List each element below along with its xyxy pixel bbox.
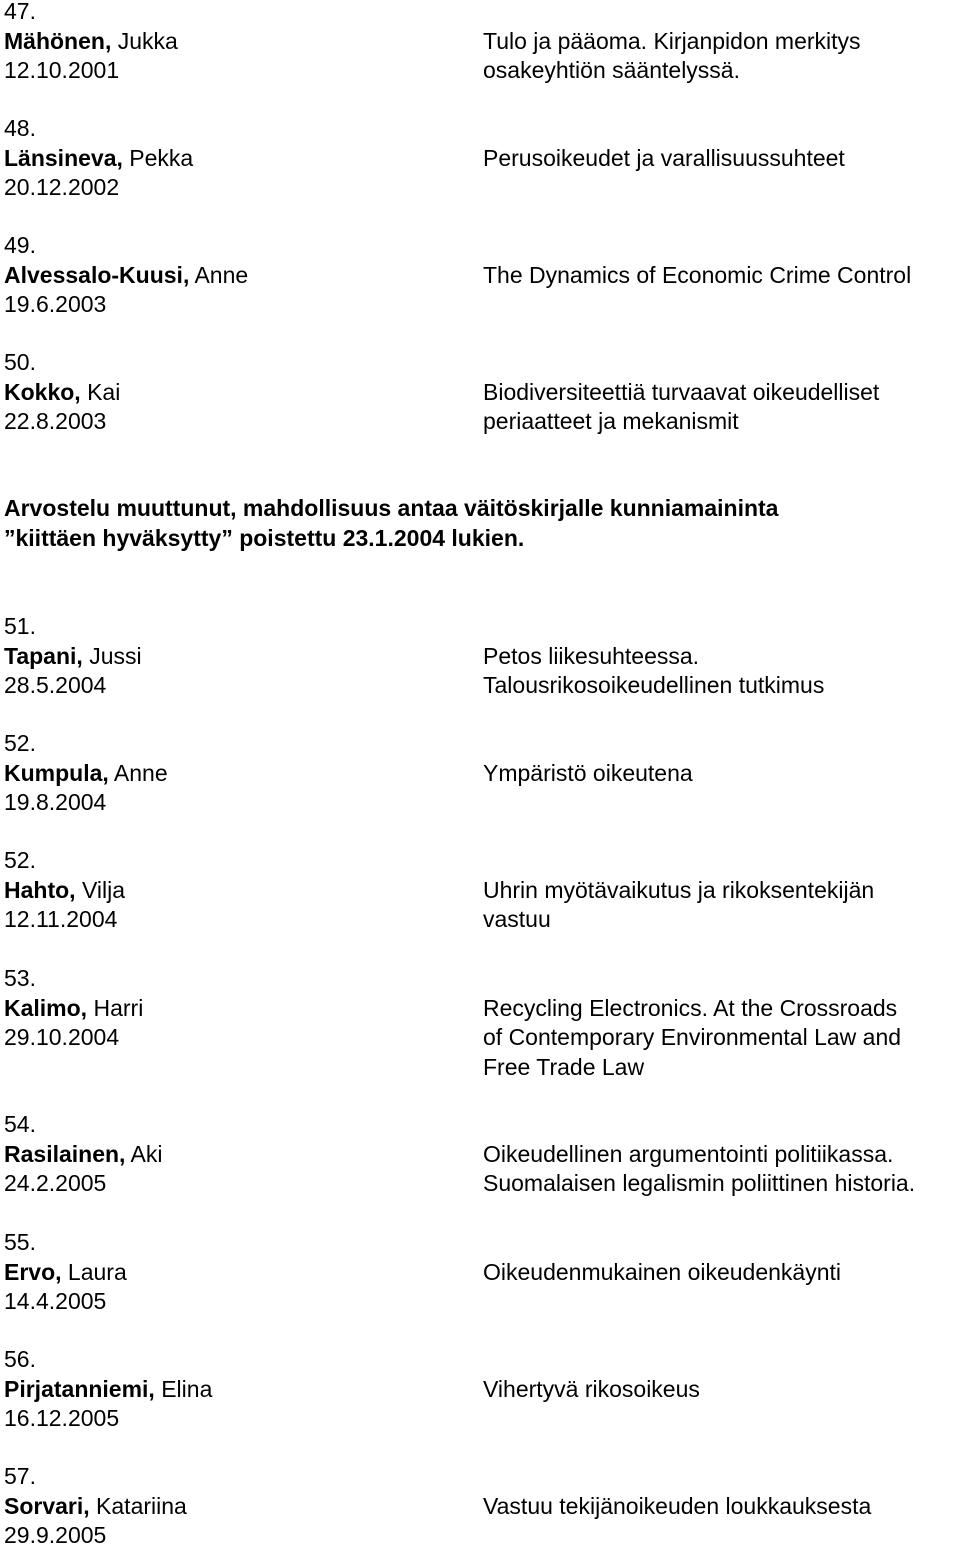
author-surname: Kalimo, <box>4 994 88 1021</box>
author-firstname: Anne <box>108 759 168 786</box>
author-name <box>4 1258 127 1288</box>
author-surname: Sorvari, <box>4 1492 90 1519</box>
author-name <box>4 144 193 174</box>
defense-date: 24.2.2005 <box>4 1170 107 1196</box>
entry-number: 57. <box>4 1463 36 1489</box>
defense-date: 12.11.2004 <box>4 906 118 932</box>
dissertation-title-line: Vihertyvä rikosoikeus <box>483 1375 700 1402</box>
dissertation-title-line: Petos liikesuhteessa. <box>483 642 700 669</box>
author-name <box>4 1375 212 1405</box>
dissertation-title-line: vastuu <box>483 906 551 932</box>
dissertation-title-line: Ympäristö oikeutena <box>483 759 693 786</box>
dissertation-title-line: periaatteet ja mekanismit <box>483 408 739 434</box>
defense-date: 12.10.2001 <box>4 57 120 83</box>
defense-date: 16.12.2005 <box>4 1405 120 1431</box>
author-surname: Rasilainen, <box>4 1140 126 1167</box>
dissertation-title-line: Uhrin myötävaikutus ja rikoksentekijän <box>483 876 875 903</box>
author-firstname: Kai <box>80 378 121 405</box>
author-surname: Mähönen, <box>4 27 112 54</box>
entry-number: 50. <box>4 349 36 375</box>
entry-number: 52. <box>4 847 36 873</box>
author-firstname: Vilja <box>75 876 125 903</box>
dissertation-title-line: of Contemporary Environmental Law and <box>483 1024 902 1050</box>
author-surname: Pirjatanniemi, <box>4 1375 155 1402</box>
entry-number: 53. <box>4 965 36 991</box>
entry-number: 48. <box>4 115 36 141</box>
author-surname: Kumpula, <box>4 759 109 786</box>
author-name <box>4 27 178 57</box>
dissertation-title-line: Oikeudellinen argumentointi politiikassa. <box>483 1140 894 1167</box>
dissertation-title-line: osakeyhtiön sääntelyssä. <box>483 57 740 83</box>
author-surname: Alvessalo-Kuusi, <box>4 261 190 288</box>
dissertation-title-line: Talousrikosoikeudellinen tutkimus <box>483 672 825 698</box>
defense-date: 20.12.2002 <box>4 174 120 200</box>
author-firstname: Jukka <box>111 27 178 54</box>
defense-date: 19.6.2003 <box>4 291 107 317</box>
entry-number: 51. <box>4 613 36 639</box>
dissertation-title-line: Perusoikeudet ja varallisuussuhteet <box>483 144 845 171</box>
defense-date: 14.4.2005 <box>4 1288 107 1314</box>
author-firstname: Anne <box>189 261 249 288</box>
dissertation-title-line: Biodiversiteettiä turvaavat oikeudelliset <box>483 378 880 405</box>
dissertation-title-line: Suomalaisen legalismin poliittinen historia. <box>483 1170 916 1196</box>
author-name <box>4 1492 187 1522</box>
author-name <box>4 876 125 906</box>
entry-number: 52. <box>4 730 36 756</box>
dissertation-title-line: Free Trade Law <box>483 1053 645 1080</box>
defense-date: 28.5.2004 <box>4 672 107 698</box>
defense-date: 29.10.2004 <box>4 1024 120 1050</box>
notice-line: ”kiittäen hyväksytty” poistettu 23.1.2004 lukien. <box>4 524 525 551</box>
author-name <box>4 378 120 408</box>
dissertation-title-line: Tulo ja pääoma. Kirjanpidon merkitys <box>483 27 861 54</box>
author-firstname: Jussi <box>82 642 142 669</box>
author-firstname: Laura <box>61 1258 127 1285</box>
author-surname: Kokko, <box>4 378 81 405</box>
defense-date: 22.8.2003 <box>4 408 107 434</box>
author-surname: Länsineva, <box>4 144 123 171</box>
author-surname: Hahto, <box>4 876 76 903</box>
author-name <box>4 261 248 291</box>
entry-number: 47. <box>4 0 36 24</box>
author-firstname: Aki <box>125 1140 163 1167</box>
entry-number: 55. <box>4 1229 36 1255</box>
author-name <box>4 994 143 1024</box>
author-firstname: Harri <box>87 994 144 1021</box>
author-name <box>4 759 168 789</box>
entry-number: 56. <box>4 1346 36 1372</box>
author-firstname: Pekka <box>122 144 194 171</box>
notice-line: Arvostelu muuttunut, mahdollisuus antaa väitöskirjalle kunniamaininta <box>4 495 779 521</box>
author-surname: Tapani, <box>4 642 83 669</box>
dissertation-title-line: Vastuu tekijänoikeuden loukkauksesta <box>483 1492 872 1519</box>
author-name <box>4 1140 163 1170</box>
author-surname: Ervo, <box>4 1258 62 1285</box>
author-firstname: Katariina <box>89 1492 187 1519</box>
dissertation-title-line: The Dynamics of Economic Crime Control <box>483 261 912 288</box>
author-firstname: Elina <box>154 1375 213 1402</box>
defense-date: 29.9.2005 <box>4 1522 107 1548</box>
dissertation-title-line: Recycling Electronics. At the Crossroads <box>483 994 898 1021</box>
entry-number: 54. <box>4 1111 36 1137</box>
entry-number: 49. <box>4 232 36 258</box>
author-name <box>4 642 142 672</box>
defense-date: 19.8.2004 <box>4 789 107 815</box>
dissertation-title-line: Oikeudenmukainen oikeudenkäynti <box>483 1258 842 1285</box>
